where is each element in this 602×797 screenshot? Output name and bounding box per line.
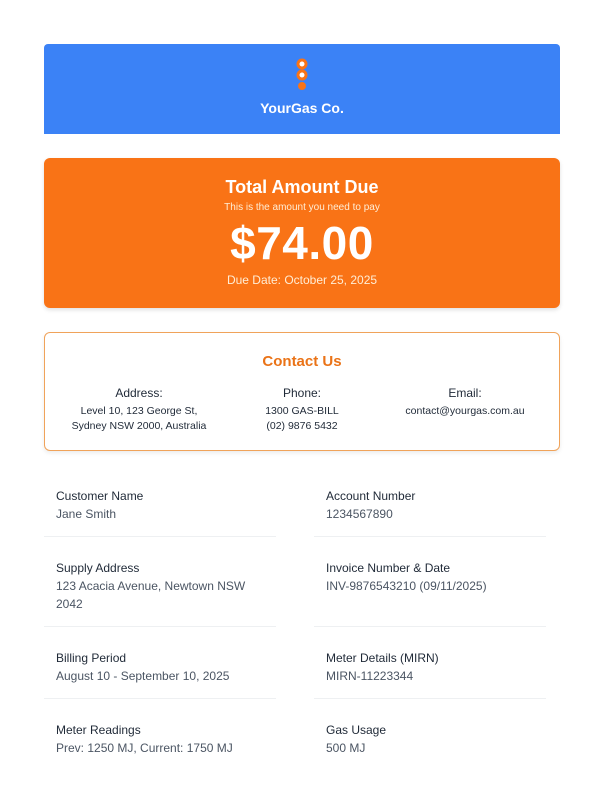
contact-phone <box>212 386 392 434</box>
detail-value: August 10 - September 10, 2025 <box>56 669 230 683</box>
detail-value: 1234567890 <box>326 507 393 521</box>
detail-label: Meter Readings <box>56 723 141 737</box>
phone-label: Phone: <box>282 386 322 400</box>
address-line: Sydney NSW 2000, Australia <box>71 420 207 432</box>
amount-due-title: Total Amount Due <box>225 177 379 197</box>
detail-value: Jane Smith <box>56 507 117 521</box>
contact-address <box>49 386 229 434</box>
detail-gas-usage <box>314 721 546 771</box>
detail-value: 500 MJ <box>326 741 366 755</box>
detail-label: Gas Usage <box>326 723 387 737</box>
detail-value: 123 Acacia Avenue, Newtown NSW 2042 <box>56 579 246 611</box>
email-link[interactable]: contact@yourgas.com.au <box>405 405 525 417</box>
detail-invoice <box>314 559 546 627</box>
detail-label: Supply Address <box>56 561 140 575</box>
phone-line[interactable]: 1300 GAS-BILL <box>265 405 339 417</box>
phone-line[interactable]: (02) 9876 5432 <box>266 420 338 432</box>
detail-customer-name <box>44 487 276 537</box>
detail-meter-details <box>314 649 546 699</box>
company-header <box>44 44 560 134</box>
detail-label: Meter Details (MIRN) <box>326 651 439 665</box>
address-label: Address: <box>115 386 163 400</box>
amount-due-subtitle: This is the amount you need to pay <box>224 202 380 213</box>
address-line: Level 10, 123 George St, <box>80 405 198 417</box>
detail-label: Account Number <box>326 489 416 503</box>
gas-logo-icon <box>295 58 309 92</box>
due-date: Due Date: October 25, 2025 <box>226 273 378 287</box>
detail-label: Customer Name <box>56 489 144 503</box>
detail-meter-readings <box>44 721 276 771</box>
detail-supply-address <box>44 559 276 627</box>
amount-due-card <box>44 158 560 308</box>
company-name: YourGas Co. <box>260 100 344 116</box>
detail-value: INV-9876543210 (09/11/2025) <box>326 579 487 593</box>
detail-value: Prev: 1250 MJ, Current: 1750 MJ <box>56 741 233 755</box>
detail-account-number <box>314 487 546 537</box>
email-label: Email: <box>448 386 482 400</box>
detail-label: Billing Period <box>56 651 127 665</box>
contact-email <box>375 386 555 419</box>
contact-card <box>44 332 560 451</box>
detail-label: Invoice Number & Date <box>326 561 451 575</box>
detail-billing-period <box>44 649 276 699</box>
contact-title: Contact Us <box>262 353 342 370</box>
amount-due-value: $74.00 <box>230 217 374 269</box>
detail-value: MIRN-11223344 <box>326 669 414 683</box>
